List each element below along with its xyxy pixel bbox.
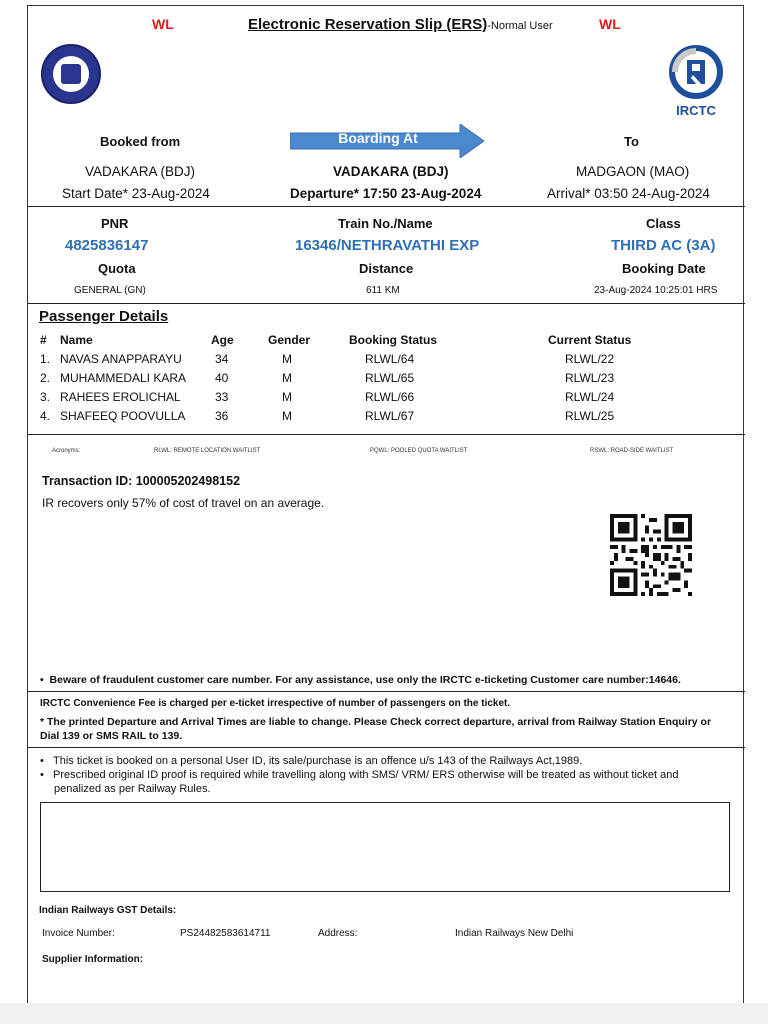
waitlist-badge-left: WL	[152, 16, 174, 32]
gst-title: Indian Railways GST Details:	[39, 905, 177, 916]
acronym-rlwl: RLWL: REMOTE LOCATION WAITLIST	[154, 448, 261, 454]
personal-id-note: • This ticket is booked on a personal User ID, its sale/purchase is an offence u/s 143 of the Railways Act,1989.	[40, 755, 583, 767]
passenger-current-status: RLWL/24	[565, 390, 615, 404]
arrival-time: Arrival* 03:50 24-Aug-2024	[547, 186, 710, 201]
address-value: Indian Railways New Delhi	[455, 928, 574, 939]
acronyms-label: Acronyms:	[52, 448, 81, 454]
passenger-name: SHAFEEQ POOVULLA	[60, 409, 186, 423]
passenger-no: 3.	[40, 390, 51, 404]
passenger-name: RAHEES EROLICHAL	[60, 390, 181, 404]
quota-label: Quota	[98, 261, 136, 276]
logo-core	[61, 64, 81, 84]
divider-journey	[28, 206, 745, 207]
id-proof-note-line2: penalized as per Railway Rules.	[54, 783, 211, 795]
acronym-rswl: RSWL: ROAD-SIDE WAITLIST	[590, 448, 674, 454]
passenger-no: 2.	[40, 371, 51, 385]
title-main: Electronic Reservation Slip (ERS)	[248, 16, 488, 33]
qr-code	[610, 513, 692, 597]
passenger-gender: M	[282, 371, 292, 385]
booked-from-label: Booked from	[100, 134, 181, 149]
passenger-booking-status: RLWL/64	[365, 352, 415, 366]
times-note-line1: * The printed Departure and Arrival Times are liable to change. Please Check correct departure, arrival from Railway Station Enquiry or	[40, 716, 712, 728]
to-label: To	[624, 134, 639, 149]
departure-time: Departure* 17:50 23-Aug-2024	[290, 186, 482, 201]
col-header-age: Age	[211, 333, 234, 347]
passenger-booking-status: RLWL/67	[365, 409, 415, 423]
viewer-bottom-bar	[0, 1003, 768, 1024]
boarding-at-label: Boarding At	[338, 130, 418, 146]
divider-passengers	[28, 434, 745, 435]
passenger-details-title: Passenger Details	[39, 308, 169, 325]
pnr-value: 4825836147	[65, 237, 149, 254]
passenger-age: 34	[215, 352, 229, 366]
train-label: Train No./Name	[338, 216, 433, 231]
train-value: 16346/NETHRAVATHI EXP	[295, 237, 480, 254]
passenger-no: 4.	[40, 409, 51, 423]
invoice-label: Invoice Number:	[42, 928, 115, 939]
distance-label: Distance	[359, 261, 414, 276]
svg-text:IRCTC: IRCTC	[676, 103, 716, 118]
fraud-warning-note: • Beware of fraudulent customer care number. For any assistance, use only the IRCTC e-ticketing Customer care number:14646.	[40, 674, 681, 686]
transaction-id: Transaction ID: 100005202498152	[42, 474, 241, 488]
address-label: Address:	[318, 928, 358, 939]
booking-date-label: Booking Date	[622, 261, 706, 276]
class-value: THIRD AC (3A)	[611, 237, 716, 254]
passenger-current-status: RLWL/23	[565, 371, 615, 385]
ers-document	[27, 5, 744, 1005]
passenger-gender: M	[282, 390, 292, 404]
convenience-fee-note: IRCTC Convenience Fee is charged per e-ticket irrespective of number of passengers on the ticket.	[40, 698, 511, 709]
passenger-gender: M	[282, 352, 292, 366]
start-date: Start Date* 23-Aug-2024	[62, 186, 210, 201]
passenger-booking-status: RLWL/66	[365, 390, 415, 404]
supplier-label: Supplier Information:	[42, 954, 144, 965]
personal-id-text: This ticket is booked on a personal User ID, its sale/purchase is an offence u/s 143 of the Railways Act,1989.	[53, 755, 583, 767]
pnr-label: PNR	[101, 216, 129, 231]
divider-ticket	[28, 303, 745, 304]
passenger-name: MUHAMMEDALI KARA	[60, 371, 187, 385]
boarding-station: VADAKARA (BDJ)	[333, 164, 449, 179]
empty-info-box	[40, 802, 730, 892]
waitlist-badge-right: WL	[599, 16, 621, 32]
divider-rules	[28, 747, 745, 748]
ir-cost-note: IR recovers only 57% of cost of travel on an average.	[42, 496, 325, 510]
document-title	[248, 16, 553, 33]
passenger-booking-status: RLWL/65	[365, 371, 415, 385]
irctc-logo	[665, 42, 727, 120]
logo-inner-ring	[53, 56, 89, 92]
col-header-current-status: Current Status	[548, 333, 632, 347]
indian-railways-logo	[41, 44, 101, 104]
title-suffix: -Normal User	[487, 20, 553, 32]
distance-value: 611 KM	[366, 285, 400, 296]
invoice-number: PS24482583614711	[180, 928, 271, 939]
id-proof-note: • Prescribed original ID proof is required while travelling along with SMS/ VRM/ ERS otherwise will be treated as without ticket and	[40, 769, 679, 781]
col-header-name: Name	[60, 333, 93, 347]
col-header-booking-status: Booking Status	[349, 333, 438, 347]
passenger-age: 36	[215, 409, 229, 423]
quota-value: GENERAL (GN)	[74, 285, 146, 296]
divider-notes	[28, 691, 745, 692]
booking-date-value: 23-Aug-2024 10:25:01 HRS	[594, 285, 718, 296]
from-station: VADAKARA (BDJ)	[85, 164, 196, 179]
col-header-gender: Gender	[268, 333, 311, 347]
passenger-gender: M	[282, 409, 292, 423]
passenger-current-status: RLWL/25	[565, 409, 615, 423]
col-header-no: #	[40, 333, 47, 347]
to-station: MADGAON (MAO)	[576, 164, 690, 179]
passenger-no: 1.	[40, 352, 51, 366]
passenger-name: NAVAS ANAPPARAYU	[60, 352, 182, 366]
passenger-age: 33	[215, 390, 229, 404]
acronym-pqwl: PQWL: POOLED QUOTA WAITLIST	[370, 448, 468, 454]
times-note-line2: Dial 139 or SMS RAIL to 139.	[40, 730, 183, 742]
fraud-warning-text: Beware of fraudulent customer care number. For any assistance, use only the IRCTC e-ticketing Customer care number:14646.	[49, 674, 681, 686]
passenger-current-status: RLWL/22	[565, 352, 615, 366]
class-label: Class	[646, 216, 681, 231]
id-proof-text: Prescribed original ID proof is required while travelling along with SMS/ VRM/ ERS otherwise will be treated as without ticket and	[53, 769, 679, 781]
passenger-age: 40	[215, 371, 229, 385]
